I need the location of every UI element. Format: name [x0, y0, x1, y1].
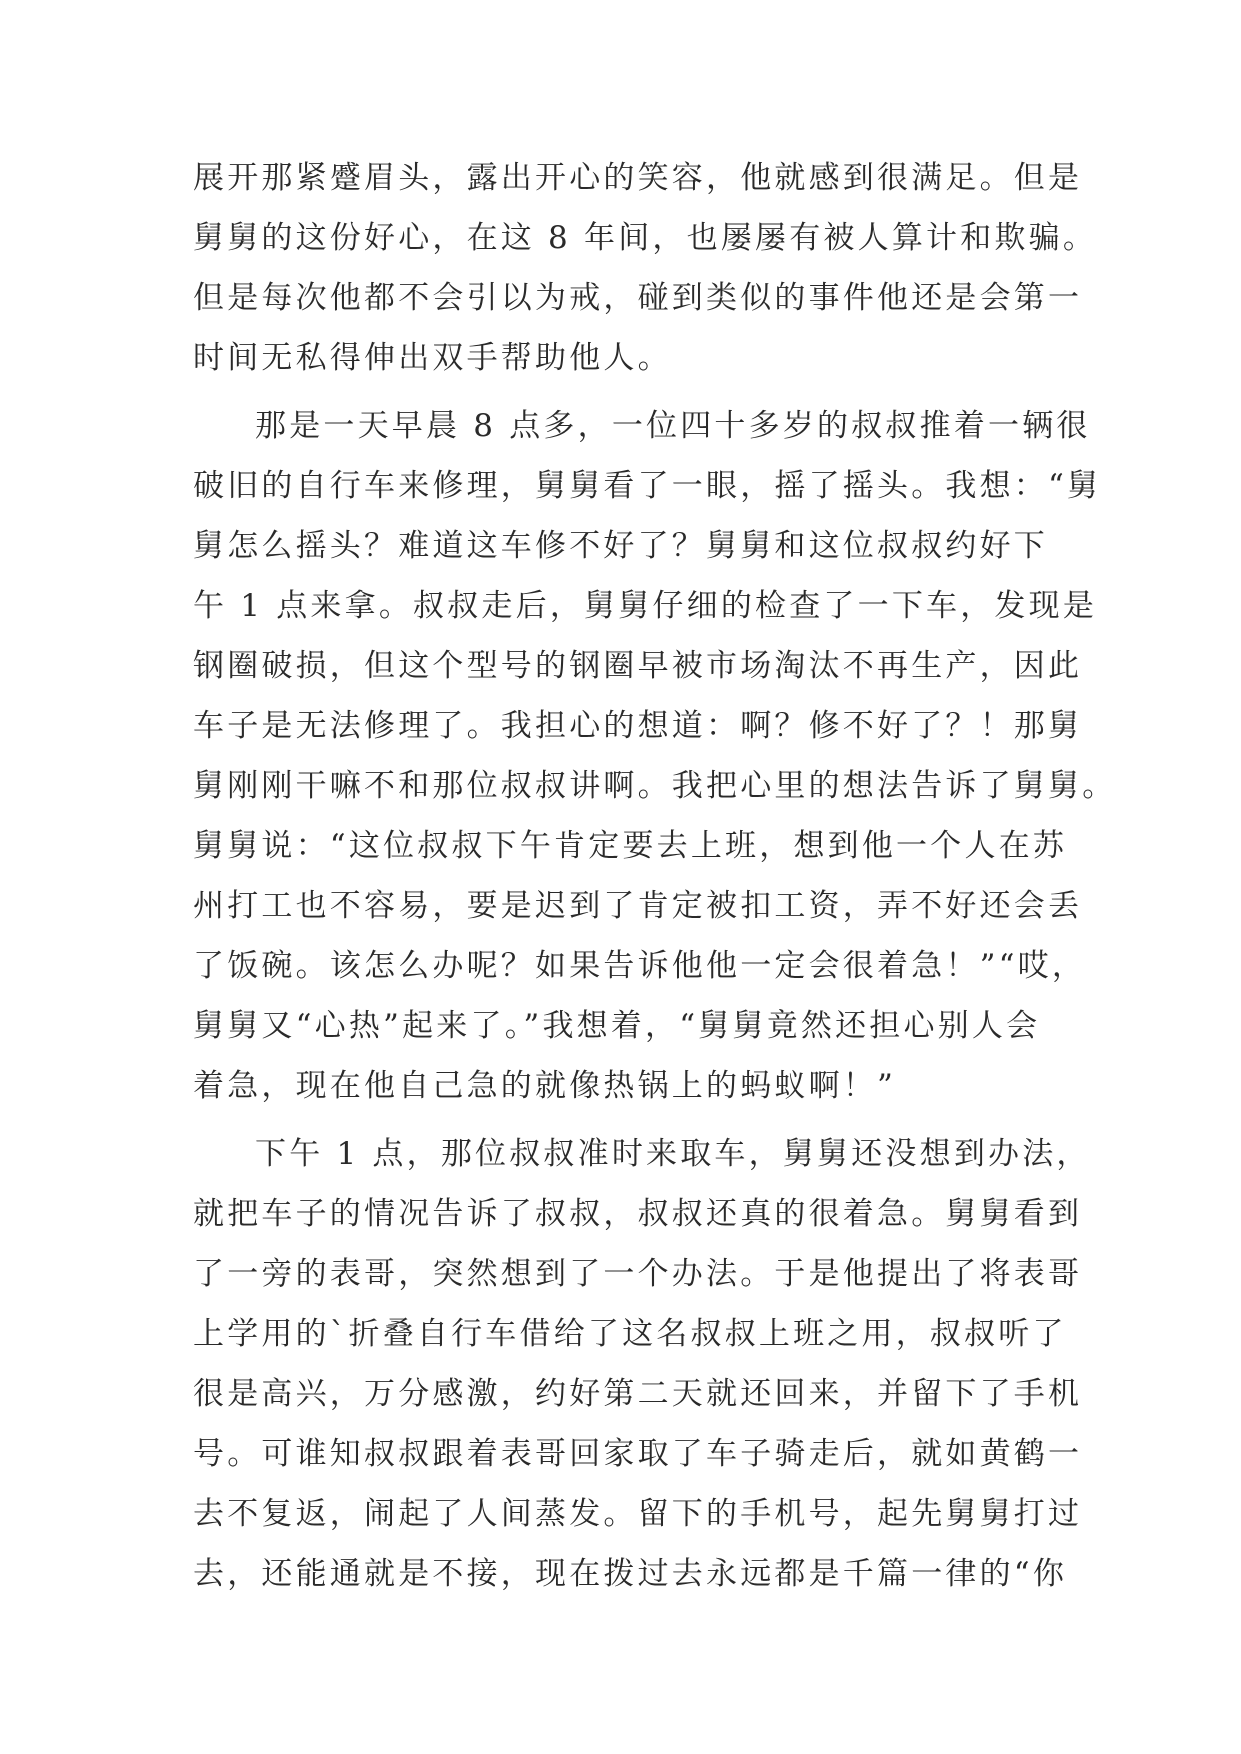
text-line: 破旧的自行车来修理，舅舅看了一眼，摇了摇头。我想：“舅 — [193, 468, 1102, 504]
paragraph — [193, 1124, 1091, 1604]
text-line: 展开那紧蹙眉头，露出开心的笑容，他就感到很满足。但是 — [193, 160, 1083, 196]
text-line: 舅舅又“心热”起来了。”我想着，“舅舅竟然还担心别人会 — [193, 1008, 1041, 1044]
text-line: 去不复返，闹起了人间蒸发。留下的手机号，起先舅舅打过 — [193, 1496, 1083, 1532]
text-line: 舅舅说：“这位叔叔下午肯定要去上班，想到他一个人在苏 — [193, 828, 1068, 864]
text-line: 就把车子的情况告诉了叔叔，叔叔还真的很着急。舅舅看到 — [193, 1196, 1083, 1232]
text-line: 州打工也不容易，要是迟到了肯定被扣工资，弄不好还会丢 — [193, 888, 1083, 924]
text-line: 舅刚刚干嘛不和那位叔叔讲啊。我把心里的想法告诉了舅舅。 — [193, 768, 1117, 804]
text-line: 了一旁的表哥，突然想到了一个办法。于是他提出了将表哥 — [193, 1256, 1083, 1292]
text-line: 着急，现在他自己急的就像热锅上的蚂蚁啊！” — [193, 1068, 897, 1104]
text-line: 号。可谁知叔叔跟着表哥回家取了车子骑走后，就如黄鹤一 — [193, 1436, 1083, 1472]
text-line: 那是一天早晨 8 点多，一位四十多岁的叔叔推着一辆很 — [255, 408, 1091, 444]
text-line: 去，还能通就是不接，现在拨过去永远都是千篇一律的“你 — [193, 1556, 1068, 1592]
text-line: 舅舅的这份好心，在这 8 年间，也屡屡有被人算计和欺骗。 — [193, 220, 1098, 256]
text-line: 了饭碗。该怎么办呢？如果告诉他他一定会很着急！”“哎， — [193, 948, 1087, 984]
text-line: 钢圈破损，但这个型号的钢圈早被市场淘汰不再生产，因此 — [193, 648, 1083, 684]
text-line: 午 1 点来拿。叔叔走后，舅舅仔细的检查了一下车，发现是 — [193, 588, 1098, 624]
text-line: 时间无私得伸出双手帮助他人。 — [193, 340, 672, 376]
text-line: 舅怎么摇头？难道这车修不好了？舅舅和这位叔叔约好下 — [193, 528, 1048, 564]
paragraph — [193, 148, 1098, 388]
text-line: 下午 1 点，那位叔叔准时来取车，舅舅还没想到办法， — [255, 1136, 1091, 1172]
text-line: 上学用的`折叠自行车借给了这名叔叔上班之用，叔叔听了 — [193, 1316, 1067, 1352]
paragraph — [193, 396, 1117, 1116]
paragraph-spacer — [193, 1116, 1053, 1124]
text-line: 但是每次他都不会引以为戒，碰到类似的事件他还是会第一 — [193, 280, 1083, 316]
paragraph-spacer — [193, 388, 1053, 396]
text-line: 车子是无法修理了。我担心的想道：啊？修不好了？！那舅 — [193, 708, 1083, 744]
body-text — [193, 148, 1117, 1604]
text-line: 很是高兴，万分感激，约好第二天就还回来，并留下了手机 — [193, 1376, 1083, 1412]
